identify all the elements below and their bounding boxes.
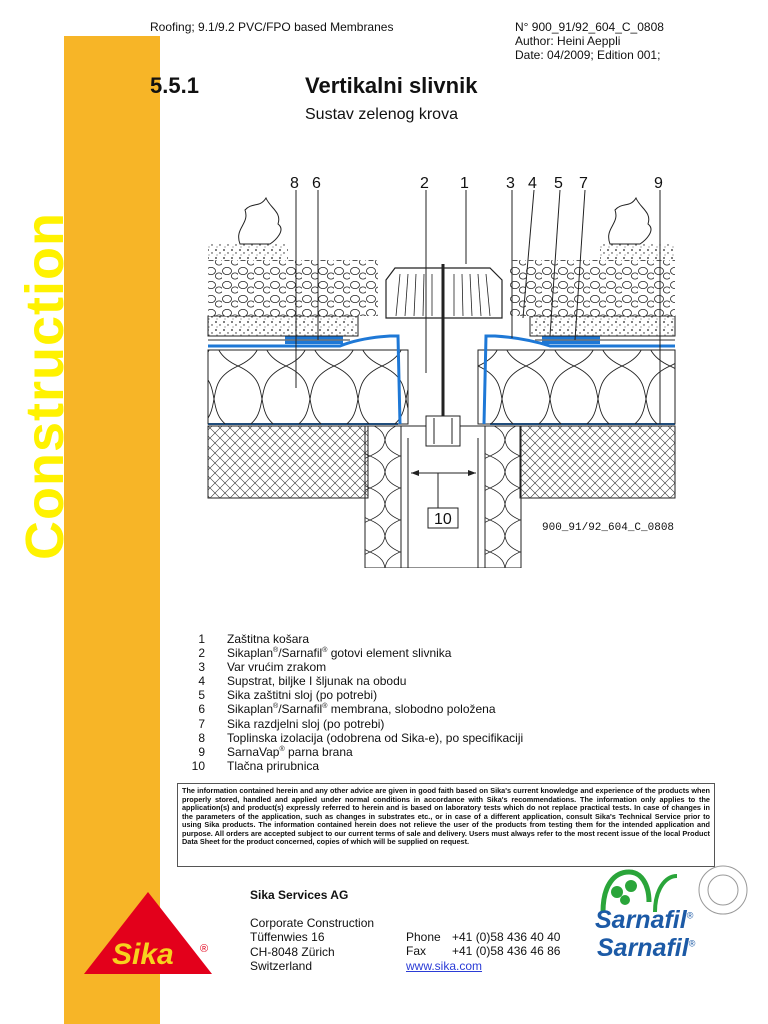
disclaimer-box: The information contained herein and any other advice are given in good faith based on Sika's current knowledge and experience of the products when properly stored, handled and applied under normal conditions in accordance with Sika's recommendations. The information only applies to the application(s) and product(s) expressly referred to herein and is based on laboratory tests which do not replace practical tests. In case of changes in the parameters of the application, such as changes in substrates etc., or in case of a different application, consult Sika's Technical Service prior to using Sika products. The information contained herein does not relieve the user of the products from testing them for the intended application and purpose. All orders are accepted subject to our current terms of sale and delivery. Users must always refer to the most recent issue of the local Product Data Sheet for the product concerned, copies of which will be supplied on request.: [177, 783, 715, 867]
header-category: Roofing; 9.1/9.2 PVC/FPO based Membranes: [150, 20, 394, 34]
company-contact: [406, 930, 560, 973]
legend-item: 7 Sika razdjelni sloj (po potrebi): [198, 716, 385, 731]
drawing-label-5: 5: [554, 175, 563, 192]
legend-list: [187, 632, 523, 773]
phone-row: Phone +41 (0)58 436 40 40: [406, 930, 561, 944]
legend-item: 8 Toplinska izolacija (odobrena od Sika-e), po specifikaciji: [198, 730, 524, 745]
drawing-label-3: 3: [506, 175, 515, 192]
author: Author: Heini Aeppli: [515, 34, 621, 48]
sika-logo: [82, 890, 214, 976]
document-number: N° 900_91/92_604_C_0808: [515, 20, 664, 34]
sarnafil-logo: [595, 862, 765, 972]
drawing-label-4: 4: [528, 175, 537, 192]
legend-item: 1 Zaštitna košara: [198, 632, 310, 646]
sarnafil-wordmark: Sarnafil®: [595, 906, 694, 934]
fax-row: Fax +41 (0)58 436 46 86: [406, 944, 561, 959]
page-title: Vertikalni slivnik: [305, 73, 478, 98]
legend-item: 4 Supstrat, biljke I šljunak na obodu: [198, 674, 407, 689]
roof-drain-section-drawing: [190, 168, 690, 568]
svg-text:Sika: Sika: [112, 938, 174, 971]
drawing-label-7: 7: [579, 175, 588, 192]
legend-item: 6 Sikaplan®/Sarnafil® membrana, slobodno položena: [198, 702, 496, 717]
section-number: 5.5.1: [150, 73, 199, 98]
date-edition: Date: 04/2009; Edition 001;: [515, 48, 661, 62]
legend-item: 10 Tlačna prirubnica: [191, 758, 320, 773]
drawing-code: 900_91/92_604_C_0808: [542, 522, 675, 534]
company-name: Sika Services AG: [250, 888, 349, 902]
website-link[interactable]: www.sika.com: [406, 958, 483, 973]
drawing-label-9: 9: [654, 175, 663, 192]
drawing-label-2: 2: [420, 175, 429, 192]
drawing-label-1: 1: [460, 175, 469, 192]
legend-item: 9 SarnaVap® parna brana: [198, 744, 353, 759]
legend-item: 2 Sikaplan®/Sarnafil® gotovi element slivnika: [198, 646, 452, 661]
legend-item: 3 Var vrućim zrakom: [198, 660, 327, 675]
drawing-label-6: 6: [312, 175, 321, 192]
sidebar-title: Construction: [15, 212, 75, 560]
company-address: Corporate Construction Tüffenwies 16 CH-8048 Zürich Switzerland: [250, 916, 375, 974]
svg-text:®: ®: [200, 943, 209, 955]
header-meta: [515, 20, 664, 62]
sarnafil-wordmark: Sarnafil®: [597, 934, 696, 962]
drawing-label-8: 8: [290, 175, 299, 192]
legend-item: 5 Sika zaštitni sloj (po potrebi): [198, 688, 378, 703]
drawing-label-10: 10: [434, 511, 452, 528]
page-subtitle: Sustav zelenog krova: [305, 106, 458, 123]
